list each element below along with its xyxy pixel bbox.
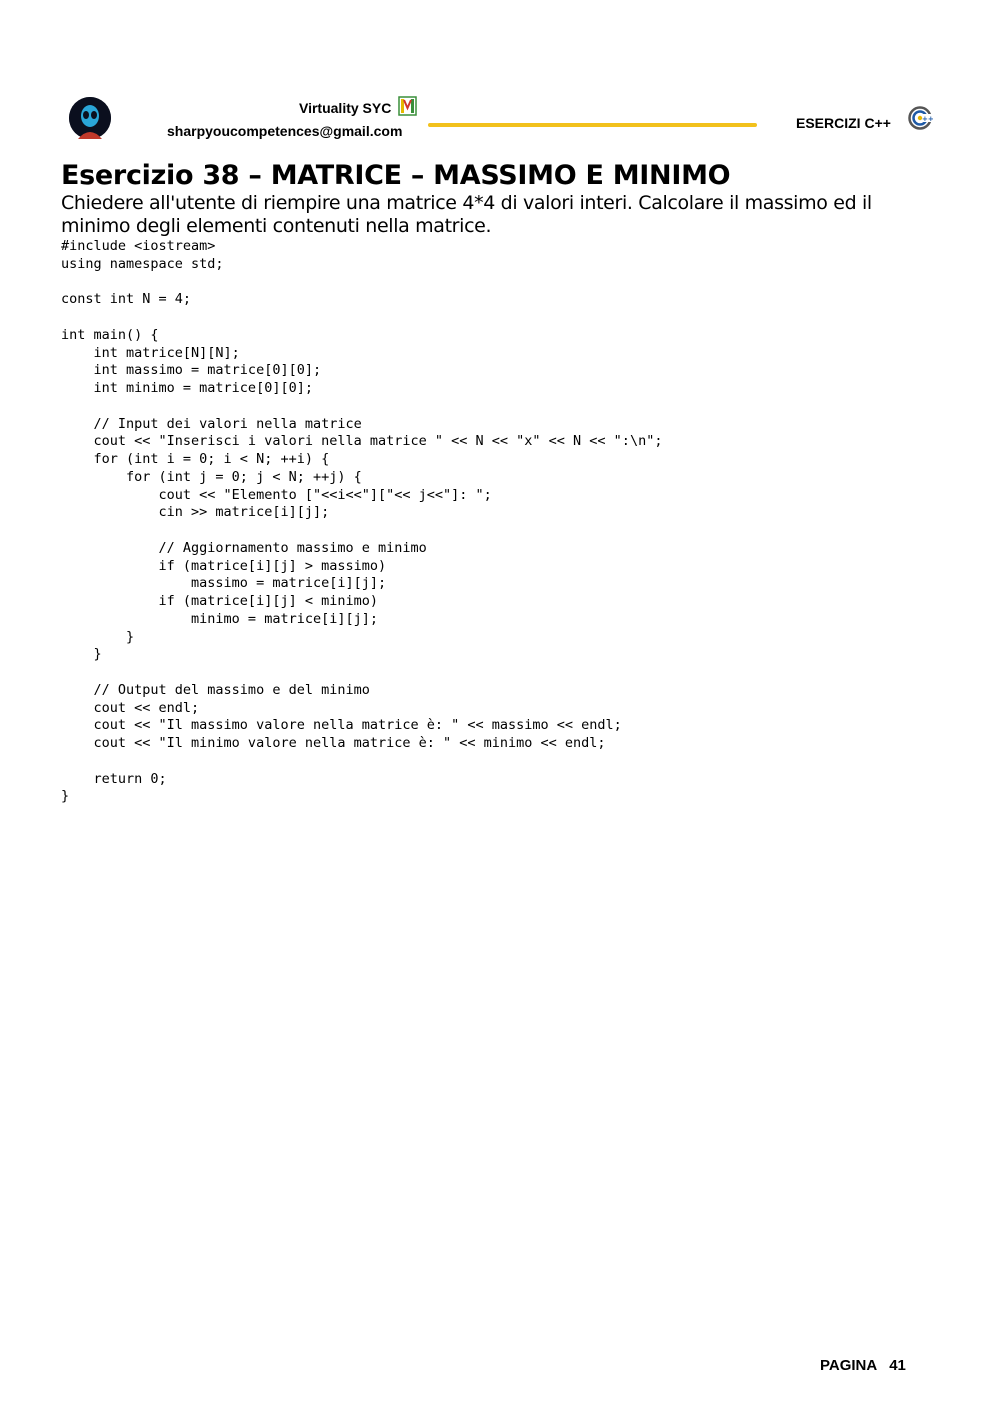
alien-avatar-icon [69,97,111,139]
virtuality-logo-icon [399,97,416,115]
cpp-logo-icon [908,106,932,130]
exercise-description: Chiedere all'utente di riempire una matrice 4*4 di valori interi. Calcolare il massimo ed il minimo degli elementi contenuti nella matrice. [61,192,872,237]
page-footer [820,1357,906,1374]
brand-name: Virtuality SYC [299,100,392,116]
page-label: PAGINA [820,1357,877,1374]
contact-email[interactable]: sharpyoucompetences@gmail.com [167,123,403,139]
svg-text:++: ++ [922,115,934,123]
page-number: 41 [889,1357,906,1374]
code-listing: #include <iostream> using namespace std; const int N = 4; int main() { int matrice[N][N]; int massimo = matrice[0][0]; int minimo = matrice[0][0]; // Input dei valori nella matrice cout << "Inserisci i valori nella matrice " << N << "x" << N << ":\n"; for (int i = 0; i < N; ++i) { for (int j = 0; j < N; ++j) { cout << "Elemento ["<<i<<"]["<< j<<"]: "; cin >> matrice[i][j]; // Aggiornamento massimo e minimo if (matrice[i][j] > massimo) massimo = matrice[i][j]; if (matrice[i][j] < minimo) minimo = matrice[i][j]; } } // Output del massimo e del minimo cout << endl; cout << "Il massimo valore nella matrice è: " << massimo << endl; cout << "Il minimo valore nella matrice è: " << minimo << endl; return 0; } [61,238,663,805]
section-label: ESERCIZI C++ [796,115,891,131]
exercise-title: Esercizio 38 – MATRICE – MASSIMO E MINIMO [61,160,731,191]
header-divider [428,123,757,127]
